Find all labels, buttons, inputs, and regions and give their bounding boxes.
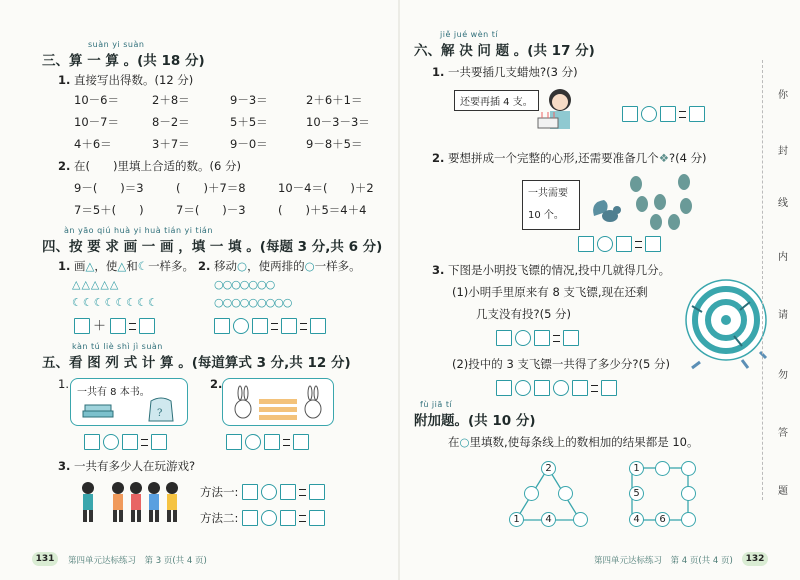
r-question-3 — [432, 262, 670, 278]
calc-item: 5＋5＝ — [230, 115, 268, 129]
circles-top-row-icon: ○○○○○○○ — [214, 278, 275, 291]
triangle-icon: △ — [117, 259, 127, 273]
answer-box[interactable] — [226, 434, 242, 450]
empty-circle[interactable] — [524, 486, 539, 501]
empty-circle[interactable] — [573, 512, 588, 527]
answer-box[interactable] — [280, 510, 296, 526]
answer-box[interactable] — [309, 510, 325, 526]
r-question-2 — [432, 150, 707, 166]
r3a-line-2: 几支没有投?(5 分) — [476, 307, 572, 321]
number-circle: 4 — [629, 512, 644, 527]
sec4-pinyin: àn yāo qiú huà yi huà tián yi tián — [64, 226, 213, 235]
calc-item: 9－8＋5＝ — [306, 137, 363, 151]
footer-right: 第四单元达标练习 第 4 页(共 4 页) — [594, 556, 733, 566]
side-char: 线 — [778, 198, 788, 209]
answer-box[interactable] — [139, 318, 155, 334]
answer-box[interactable] — [151, 434, 167, 450]
dartboard-icon — [682, 276, 772, 376]
calc-item: 2＋8＝ — [152, 93, 190, 107]
side-char: 请 — [778, 310, 788, 321]
equals-sign — [141, 439, 148, 446]
r3b-text: (2)投中的 3 支飞镖一共得了多少分?(5 分) — [452, 357, 670, 371]
circles-bottom-row-icon: ○○○○○○○○○ — [214, 296, 292, 309]
answer-box[interactable] — [252, 318, 268, 334]
answer-box[interactable] — [689, 106, 705, 122]
section-4-title: 四、按 要 求 画 一 画 ，填 一 填 。(每题 3 分,共 6 分) — [42, 239, 383, 255]
answer-box[interactable] — [563, 330, 579, 346]
operator-circle[interactable] — [515, 380, 531, 396]
answer-box[interactable] — [293, 434, 309, 450]
calc-item: 10－7＝ — [74, 115, 119, 129]
question-1 — [58, 72, 193, 88]
answer-box[interactable] — [214, 318, 230, 334]
q-number: 3. — [58, 459, 71, 473]
moon-icon: ☾ — [137, 259, 149, 273]
calc-item: 10－3－3＝ — [306, 115, 370, 129]
equals-sign — [299, 489, 306, 496]
equals-sign — [283, 439, 290, 446]
sec5-pinyin: kàn tú liè shì jì suàn — [72, 342, 163, 351]
q-text: 一共有多少人在玩游戏? — [74, 459, 196, 473]
girl-with-cake-icon — [530, 84, 586, 138]
s4-question-1 — [58, 258, 194, 274]
pinecones-heart-icon — [628, 172, 698, 234]
side-char: 你 — [778, 90, 788, 101]
answer-box[interactable] — [281, 318, 297, 334]
q-text: 一样多。 — [314, 259, 361, 273]
s5-question-3 — [58, 458, 195, 474]
q-text: 画 — [74, 259, 86, 273]
q-number: 2. — [198, 259, 211, 273]
circle-icon: ○ — [459, 435, 470, 449]
q-text: ，使 — [94, 259, 118, 273]
operator-circle[interactable] — [261, 510, 277, 526]
operator-circle[interactable] — [103, 434, 119, 450]
answer-box[interactable] — [578, 236, 594, 252]
fill-item: 7＝( )－3 — [176, 203, 246, 217]
q-number: 1. — [58, 73, 71, 87]
q-text: 在 — [448, 435, 460, 449]
side-char: 封 — [778, 146, 788, 157]
r3a-line-1: (1)小明手里原来有 8 支飞镖,现在还剩 — [452, 285, 648, 299]
children-playing-icon — [74, 478, 194, 528]
q-text: 直接写出得数。(12 分) — [74, 73, 194, 87]
page-fold — [398, 0, 400, 580]
calc-item: 8－2＝ — [152, 115, 190, 129]
fill-item: ( )＋7＝8 — [176, 181, 246, 195]
method-1-label: 方法一: — [200, 485, 239, 499]
method-2-label: 方法二: — [200, 511, 239, 525]
side-char: 题 — [778, 486, 788, 497]
section-6-title: 六、解 决 问 题 。(共 17 分) — [414, 43, 595, 59]
side-char: 内 — [778, 252, 788, 263]
number-circle: 4 — [541, 512, 556, 527]
q-number: 2. — [58, 159, 71, 173]
rabbits-picture — [222, 378, 334, 426]
fill-item: 9－( )＝3 — [74, 181, 144, 195]
q-text: 和 — [126, 259, 138, 273]
moons-row-icon: ☾☾☾☾☾☾☾☾ — [72, 296, 159, 309]
q-number: 1. — [58, 259, 71, 273]
picture-caption: 一共有 8 本书。 — [77, 387, 150, 398]
extra-title: 附加题。(共 10 分) — [414, 413, 536, 429]
equals-sign — [300, 323, 307, 330]
answer-box[interactable] — [534, 330, 550, 346]
answer-box[interactable] — [280, 484, 296, 500]
operator-circle[interactable] — [515, 330, 531, 346]
equals-sign — [679, 111, 686, 118]
books-and-bag-icon — [81, 397, 181, 423]
empty-circle[interactable] — [681, 512, 696, 527]
equals-sign — [129, 323, 136, 330]
q-number: 2. — [432, 151, 445, 165]
number-circle: 6 — [655, 512, 670, 527]
books-picture — [70, 378, 188, 426]
operator-circle[interactable] — [245, 434, 261, 450]
equals-sign — [635, 241, 642, 248]
answer-box[interactable] — [496, 330, 512, 346]
speech-bubble: 还要再插 4 支。 — [454, 90, 539, 111]
answer-box[interactable] — [309, 484, 325, 500]
circle-icon: ○ — [304, 259, 315, 273]
q-text: 下图是小明投飞镖的情况,投中几就得几分。 — [448, 263, 671, 277]
s5-q1-number: 1. — [58, 377, 69, 391]
fill-item: ( )＋5＝4＋4 — [278, 203, 367, 217]
side-char: 答 — [778, 428, 788, 439]
speech-bubble: 一共需要 10 个。 — [522, 180, 580, 230]
question-2 — [58, 158, 241, 174]
sec3-pinyin: suàn yi suàn — [88, 40, 145, 49]
calc-item: 9－3＝ — [230, 93, 268, 107]
empty-circle[interactable] — [558, 486, 573, 501]
q-text: 要想拼成一个完整的心形,还需要准备几个 — [448, 151, 659, 165]
circle-icon: ○ — [237, 259, 248, 273]
empty-circle[interactable] — [681, 461, 696, 476]
fill-item: 10－4＝( )＋2 — [278, 181, 374, 195]
answer-box[interactable] — [264, 434, 280, 450]
calc-item: 9－0＝ — [230, 137, 268, 151]
answer-box[interactable] — [660, 106, 676, 122]
answer-box[interactable] — [242, 484, 258, 500]
equals-sign — [591, 385, 598, 392]
answer-box[interactable] — [310, 318, 326, 334]
side-char: 勿 — [778, 370, 788, 381]
answer-box[interactable] — [122, 434, 138, 450]
q-score: ?(4 分) — [669, 151, 707, 165]
squirrel-icon — [588, 196, 624, 224]
q-text: 在( )里填上合适的数。(6 分) — [74, 159, 241, 173]
number-circle: 5 — [629, 486, 644, 501]
answer-box[interactable] — [74, 318, 90, 334]
q-number: 1. — [432, 65, 445, 79]
answer-box[interactable] — [572, 380, 588, 396]
answer-box[interactable] — [601, 380, 617, 396]
calc-item: 3＋7＝ — [152, 137, 190, 151]
r-question-1 — [432, 64, 578, 80]
operator-circle[interactable] — [597, 236, 613, 252]
calc-item: 10－6＝ — [74, 93, 119, 107]
q-text: ，使两排的 — [247, 259, 305, 273]
q-text: 里填数,使每条线上的数相加的结果都是 10。 — [469, 435, 699, 449]
equals-sign — [553, 335, 560, 342]
operator-circle[interactable] — [641, 106, 657, 122]
page-number-left: 131 — [32, 552, 58, 566]
calc-item: 2＋6＋1＝ — [306, 93, 363, 107]
answer-box[interactable] — [534, 380, 550, 396]
answer-box[interactable] — [616, 236, 632, 252]
answer-box[interactable] — [496, 380, 512, 396]
answer-box[interactable] — [622, 106, 638, 122]
q-text: 一共要插几支蜡烛?(3 分) — [448, 65, 578, 79]
number-circle: 1 — [509, 512, 524, 527]
answer-box[interactable] — [645, 236, 661, 252]
equals-sign — [299, 515, 306, 522]
operator-circle[interactable] — [261, 484, 277, 500]
plus-sign: ＋ — [93, 319, 107, 334]
pinecone-icon: ❖ — [658, 151, 669, 165]
fill-item: 7＝5＋( ) — [74, 203, 144, 217]
answer-box[interactable] — [242, 510, 258, 526]
triangle-icon: △ — [85, 259, 95, 273]
calc-item: 4＋6＝ — [74, 137, 112, 151]
q-number: 3. — [432, 263, 445, 277]
operator-circle[interactable] — [233, 318, 249, 334]
s4-question-2 — [198, 258, 361, 274]
binding-line — [762, 60, 764, 500]
answer-box[interactable] — [84, 434, 100, 450]
extra-pinyin: fù jiā tí — [420, 400, 453, 409]
triangles-row-icon: △△△△△ — [72, 278, 120, 291]
answer-box[interactable] — [110, 318, 126, 334]
extra-question — [448, 434, 699, 450]
q-text: 一样多。 — [148, 259, 195, 273]
q-text: 移动 — [214, 259, 238, 273]
number-circle: 1 — [629, 461, 644, 476]
empty-circle[interactable] — [681, 486, 696, 501]
section-5-title: 五、看 图 列 式 计 算 。(每道算式 3 分,共 12 分) — [42, 355, 351, 371]
page-number-right: 132 — [742, 552, 768, 566]
footer-left: 第四单元达标练习 第 3 页(共 4 页) — [68, 556, 207, 566]
svg-text:?: ? — [157, 408, 163, 419]
s5-q2-number: 2. — [210, 377, 223, 391]
rabbits-and-carrots-icon — [227, 383, 329, 423]
number-circle: 2 — [541, 461, 556, 476]
empty-circle[interactable] — [655, 461, 670, 476]
equals-sign — [271, 323, 278, 330]
sec6-pinyin: jiě jué wèn tí — [440, 30, 499, 39]
section-3-title: 三、算 一 算 。(共 18 分) — [42, 53, 205, 69]
operator-circle[interactable] — [553, 380, 569, 396]
